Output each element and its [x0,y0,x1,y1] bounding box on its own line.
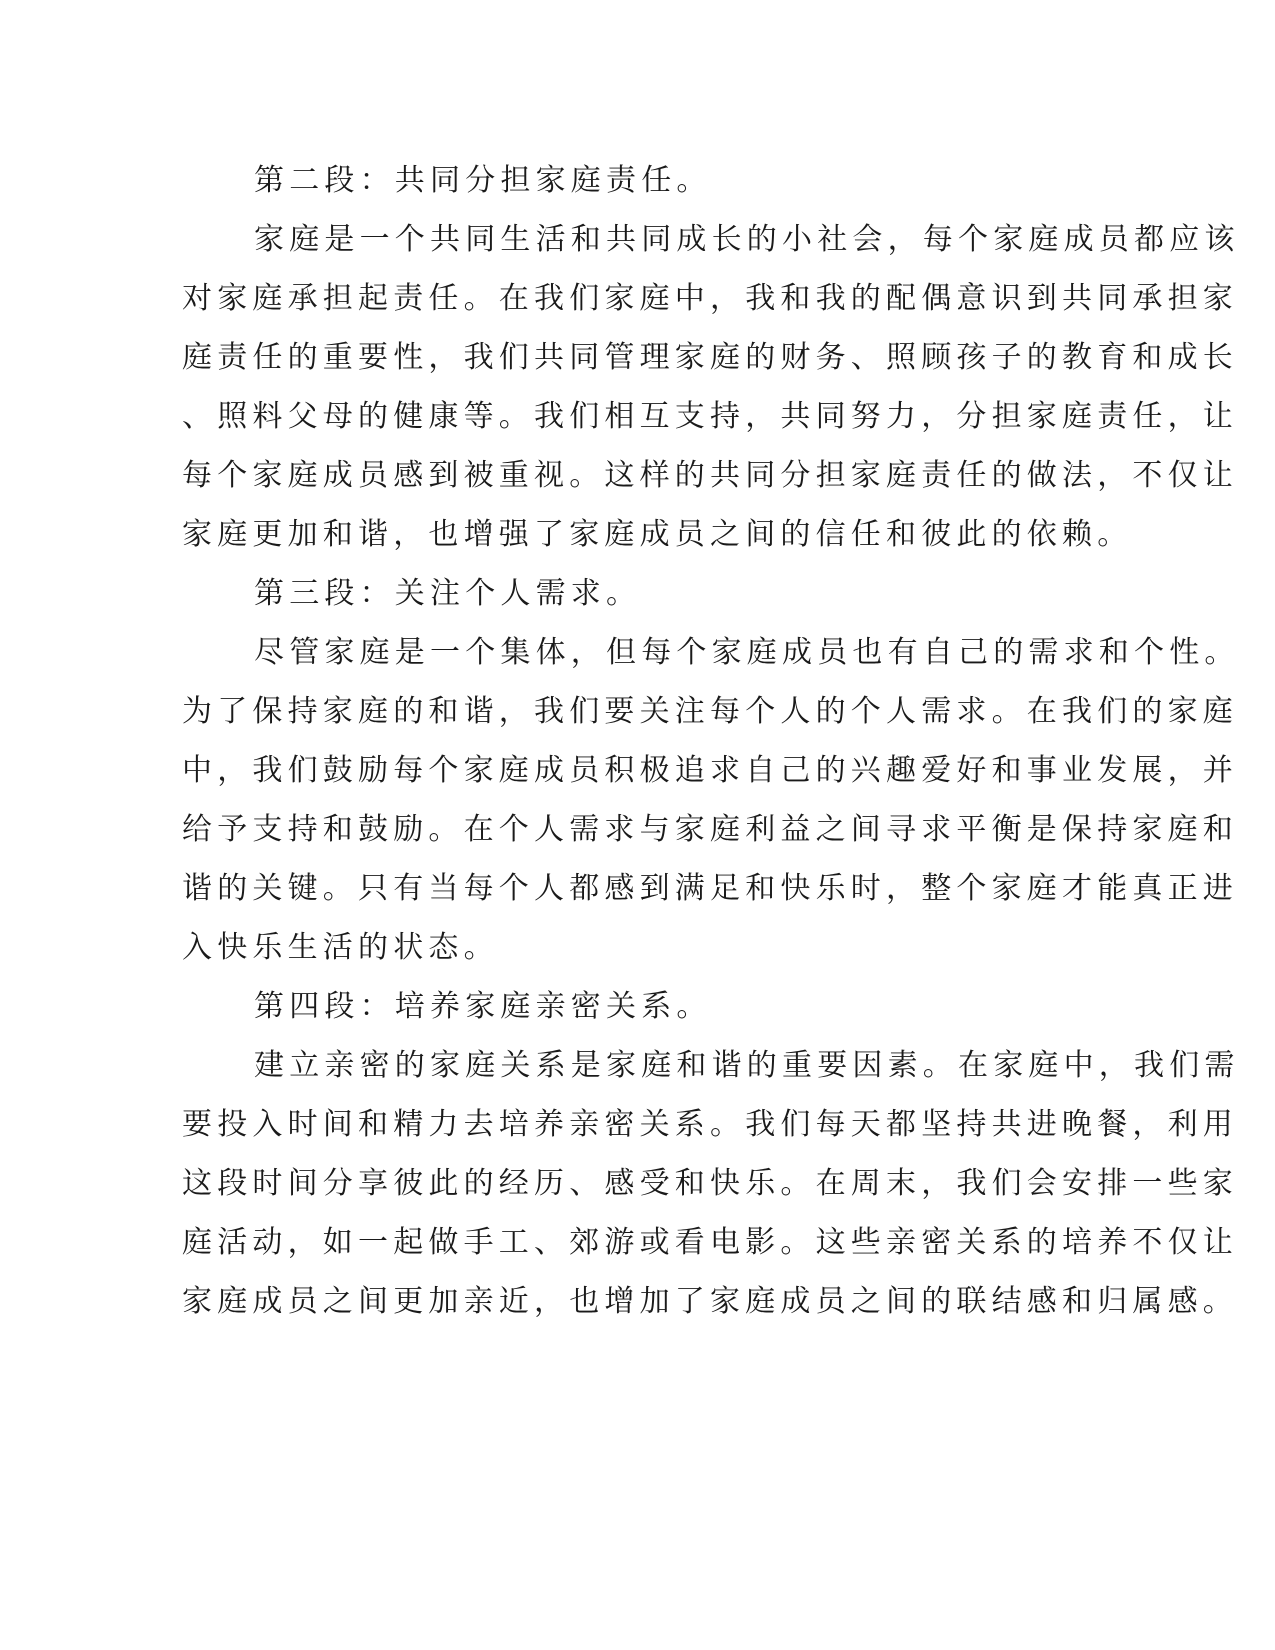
paragraph-line: 这段时间分享彼此的经历、感受和快乐。在周末，我们会安排一些家 [182,1166,1238,1201]
section-heading-2: 第二段：共同分担家庭责任。 [254,163,712,198]
paragraph-line: 庭活动，如一起做手工、郊游或看电影。这些亲密关系的培养不仅让 [182,1225,1238,1260]
paragraph-line: 庭责任的重要性，我们共同管理家庭的财务、照顾孩子的教育和成长 [182,340,1238,375]
paragraph-line: 家庭是一个共同生活和共同成长的小社会，每个家庭成员都应该 [254,222,1240,257]
section-heading-3: 第三段：关注个人需求。 [254,576,642,611]
paragraph-line: 家庭更加和谐，也增强了家庭成员之间的信任和彼此的依赖。 [182,517,1133,552]
section-heading-4: 第四段：培养家庭亲密关系。 [254,989,712,1024]
paragraph-line: 家庭成员之间更加亲近，也增加了家庭成员之间的联结感和归属感。 [182,1284,1238,1319]
paragraph-line: 尽管家庭是一个集体，但每个家庭成员也有自己的需求和个性。 [254,635,1240,670]
paragraph-line: 、照料父母的健康等。我们相互支持，共同努力，分担家庭责任，让 [182,399,1238,434]
paragraph-line: 要投入时间和精力去培养亲密关系。我们每天都坚持共进晚餐，利用 [182,1107,1238,1142]
paragraph-line: 每个家庭成员感到被重视。这样的共同分担家庭责任的做法，不仅让 [182,458,1238,493]
paragraph-line: 中，我们鼓励每个家庭成员积极追求自己的兴趣爱好和事业发展，并 [182,753,1238,788]
paragraph-line: 建立亲密的家庭关系是家庭和谐的重要因素。在家庭中，我们需 [254,1048,1240,1083]
paragraph-line: 入快乐生活的状态。 [182,930,499,965]
paragraph-line: 谐的关键。只有当每个人都感到满足和快乐时，整个家庭才能真正进 [182,871,1238,906]
paragraph-line: 为了保持家庭的和谐，我们要关注每个人的个人需求。在我们的家庭 [182,694,1238,729]
paragraph-line: 对家庭承担起责任。在我们家庭中，我和我的配偶意识到共同承担家 [182,281,1238,316]
paragraph-line: 给予支持和鼓励。在个人需求与家庭利益之间寻求平衡是保持家庭和 [182,812,1238,847]
